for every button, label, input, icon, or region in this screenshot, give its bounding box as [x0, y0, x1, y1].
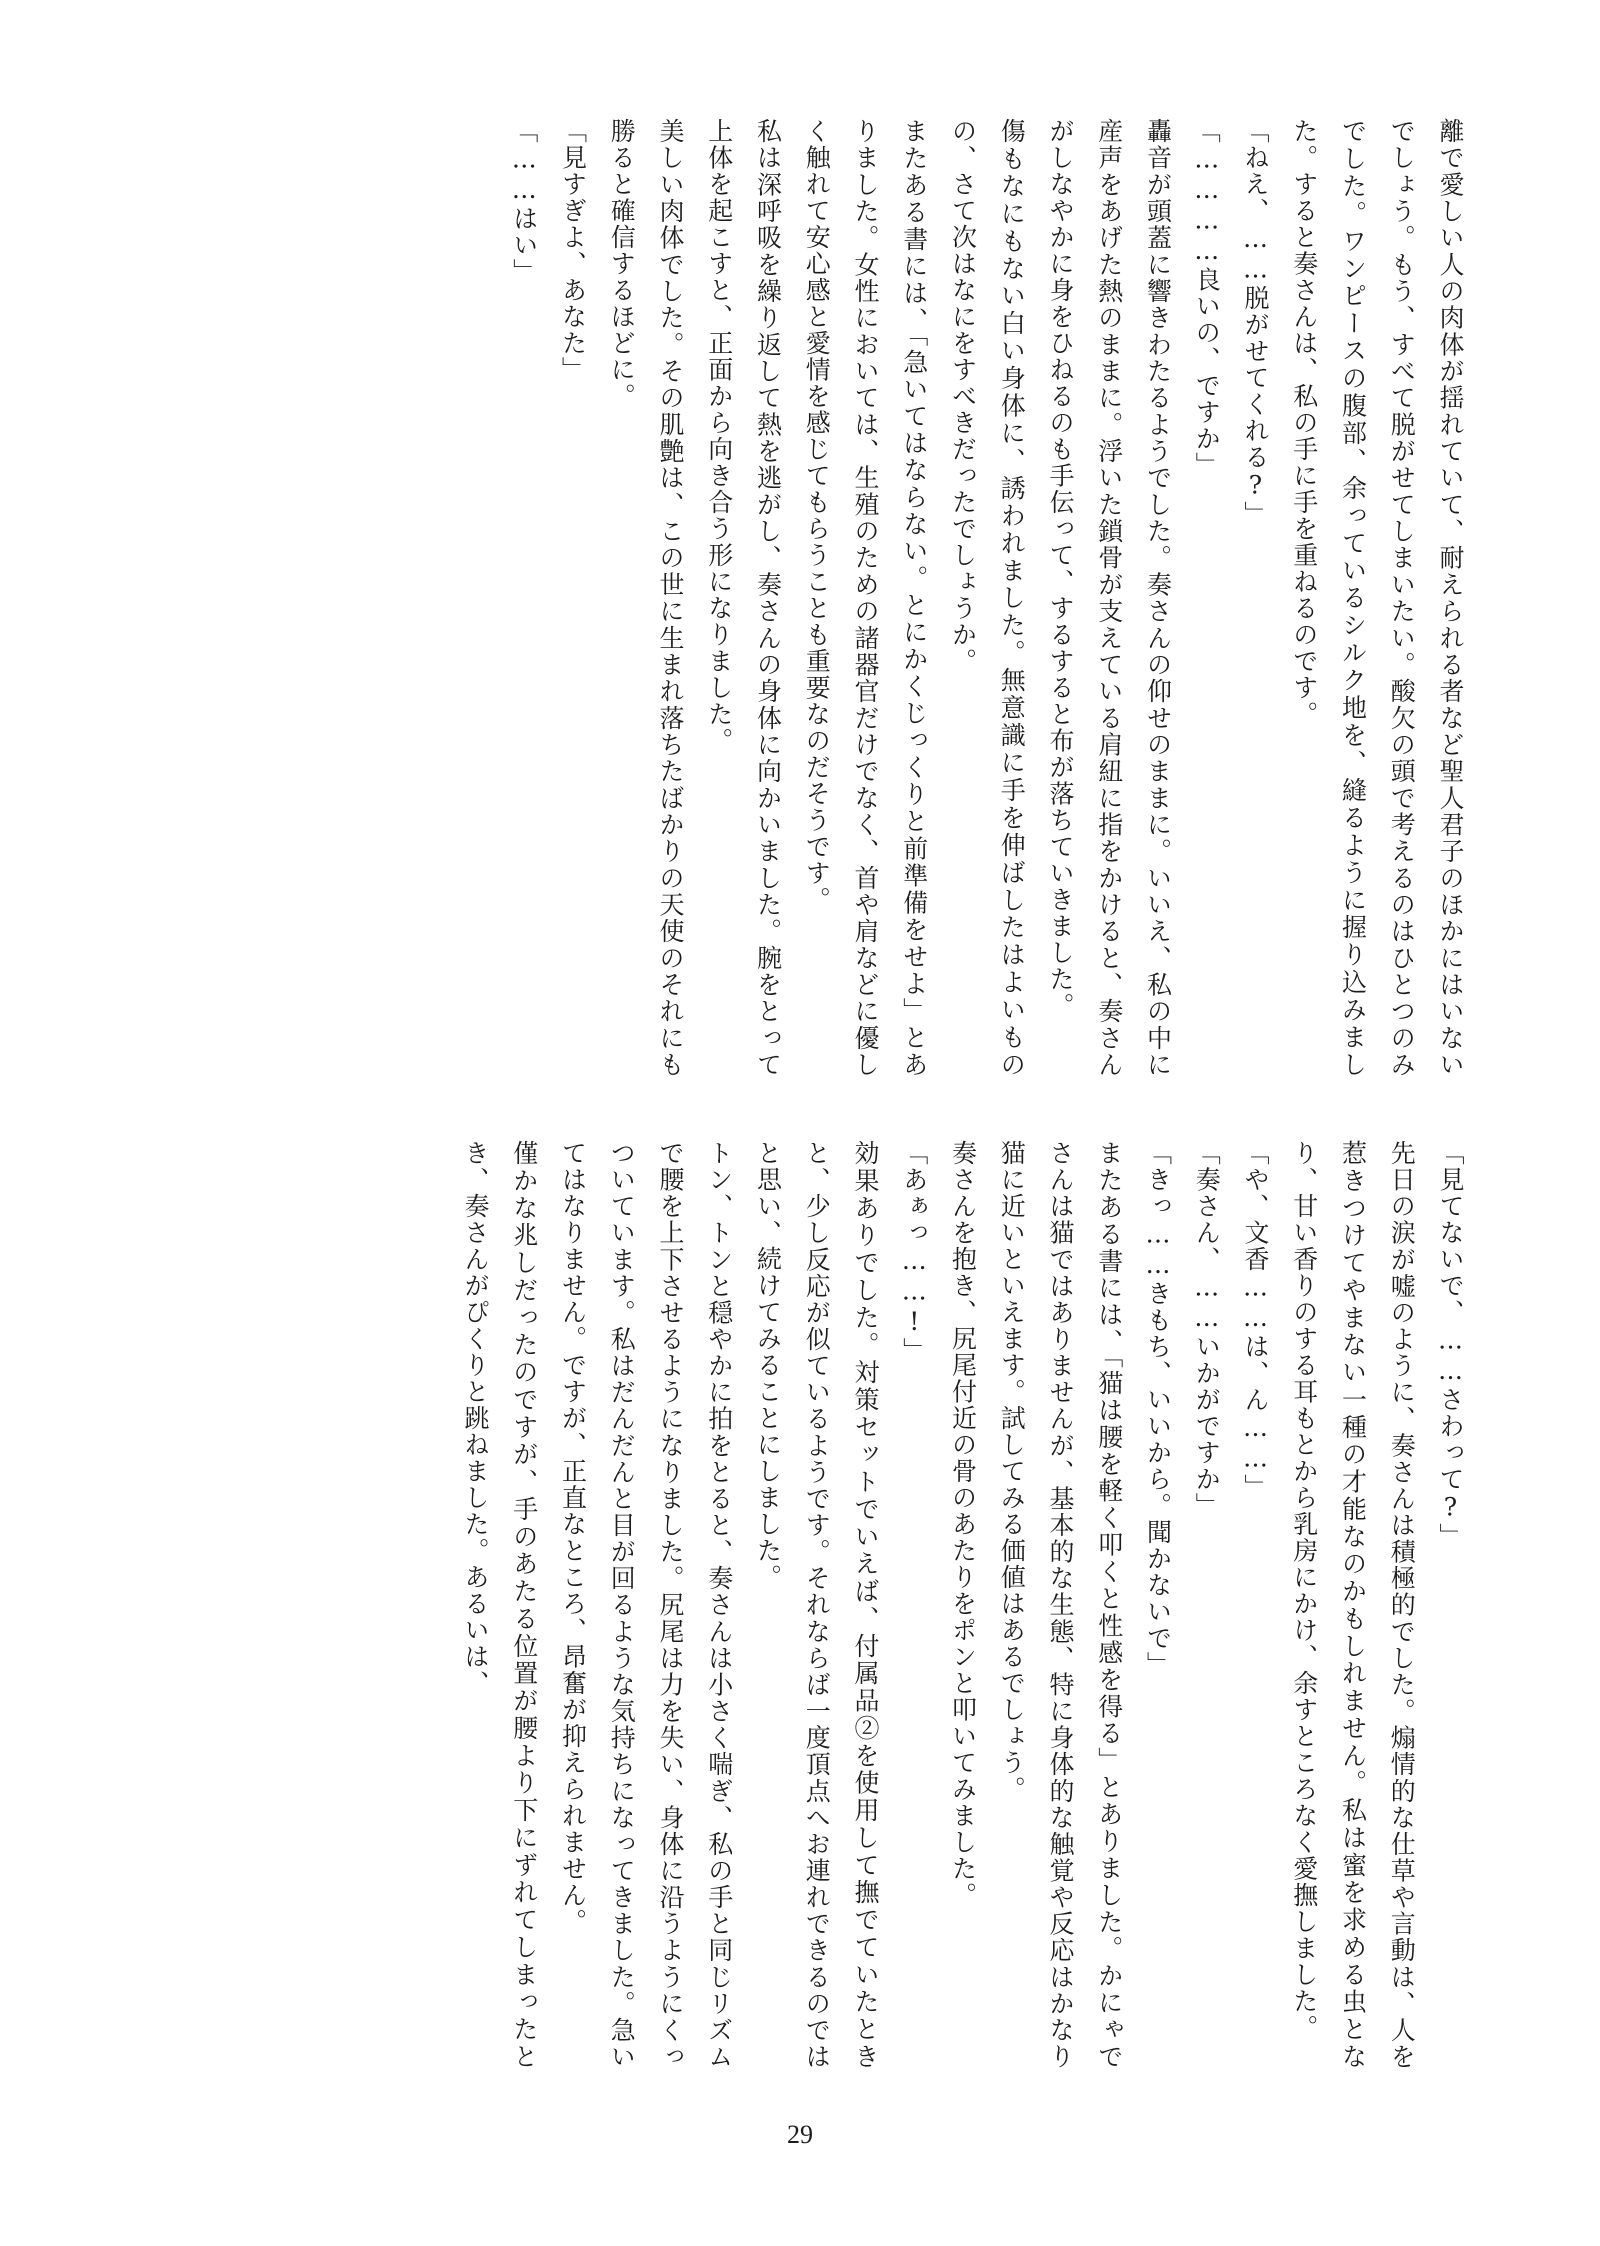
paragraph: 奏さんを抱き、尻尾付近の骨のあたりをポンと叩いてみました。	[948, 1140, 978, 1909]
paragraph: トン、トンと穏やかに拍をとると、奏さんは小さく喘ぎ、私の手と同じリズムで腰を上下させるようになりました。尻尾は力を失い、身体に沿うようにくっついています。私はだんだんと目が回るような気持ちになってきました。急いてはなりません。ですが、正直なところ、昂奮が抑えられません。	[558, 1140, 734, 2070]
paragraph: 「……はい」	[509, 118, 539, 285]
paragraph: 轟音が頭蓋に響きわたるようでした。奏さんの仰せのままに。いいえ、私の中に産声をあげた熱のままに。浮いた鎖骨が支えている肩紐に指をかけると、奏さんがしなやかに身をひねるのも手伝って、するすると布が落ちていきました。	[1046, 118, 1173, 1079]
paragraph: 「…………良いの、ですか」	[1192, 118, 1222, 479]
paragraph: 「や、文香……は、ん……」	[1241, 1140, 1270, 1501]
paragraph: 美しい肉体でした。その肌艶は、この世に生まれ落ちたばかりの天使のそれにも勝ると確信するほどに。	[607, 118, 685, 1078]
paragraph: 「あぁっ……!」	[899, 1140, 929, 1364]
paragraph: 先日の涙が嘘のように、奏さんは積極的でした。煽情的な仕草や言動は、人を惹きつけてやまない一種の才能なのかもしれません。私は蜜を求める虫となり、甘い香りのする耳もとから乳房にかけ、余すところなく愛撫しました。	[1289, 1140, 1417, 2070]
text-column-upper	[129, 118, 1474, 1078]
paragraph: 私は深呼吸を繰り返して熱を逃がし、奏さんの身体に向かいました。腕をとって上体を起こすと、正面から向き合う形になりました。	[704, 118, 783, 1078]
paragraph: 「見てないで、……さわって?」	[1436, 1140, 1465, 1550]
paragraph: 「見すぎよ、あなた」	[558, 118, 588, 383]
paragraph: またある書には、「急いてはならない。とにかくじっくりと前準備をせよ」とありました。女性においては、生殖のための諸器官だけでなく、首や肩などに優しく触れて安心感と愛情を感じてもらうことも重要なのだそうです。	[802, 118, 929, 1078]
paragraph: 離で愛しい人の肉体が揺れていて、耐えられる者など聖人君子のほかにはいないでしょう。もう、すべて脱がせてしまいたい。酸欠の頭で考えるのはひとつのみでした。ワンピースの腹部、余っているシルク地を、縫るように握り込みました。すると奏さんは、私の手に手を重ねるのです。	[1289, 118, 1465, 1078]
paragraph: 「きっ……きもち、いいから。聞かないで」	[1143, 1140, 1173, 1678]
paragraph: 僅かな兆しだったのですが、手のあたる位置が腰より下にずれてしまったとき、奏さんがぴくりと跳ねました。あるいは、	[461, 1140, 539, 2070]
text-column-lower	[129, 1140, 1474, 2070]
page-number: 29	[787, 2120, 813, 2149]
paragraph: 「奏さん、……いかがですか」	[1192, 1140, 1222, 1519]
paragraph: 効果ありでした。対策セットでいえば、付属品②を使用して撫でていたときと、少し反応が似ているようです。それならば一度頂点へお連れできるのではと思い、続けてみることにしました。	[753, 1140, 880, 2070]
paragraph: 「ねえ、……脱がせてくれる?」	[1241, 118, 1270, 528]
paragraph: またある書には、「猫は腰を軽く叩くと性感を得る」とありました。かにゃでさんは猫ではありませんが、基本的な生態、特に身体的な触覚や反応はかなり猫に近いといえます。試してみる価値はあるでしょう。	[997, 1140, 1124, 2070]
paragraph: 傷もなにもない白い身体に、誘われました。無意識に手を伸ばしたはよいものの、さて次はなにをすべきだったでしょうか。	[948, 118, 1027, 1078]
